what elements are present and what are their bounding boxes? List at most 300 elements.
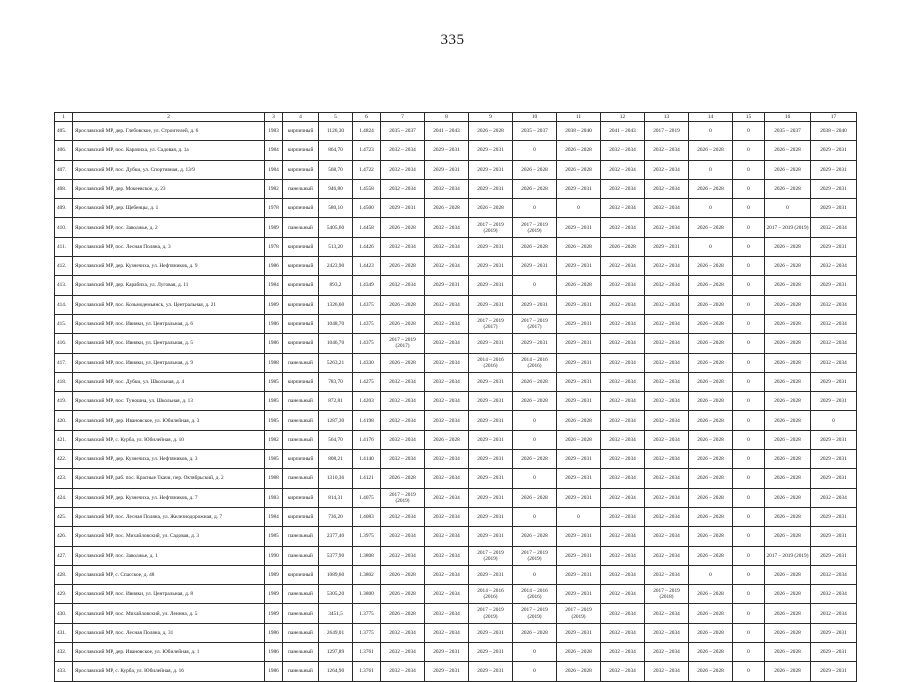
work-period-cell: 2026 – 2028 bbox=[689, 546, 733, 565]
work-period-cell: 2032 – 2034 bbox=[381, 546, 425, 565]
address-cell: Ярославский МР, пос. Ивняки, ул. Центральная, д. 6 bbox=[73, 314, 265, 333]
work-period-cell: 2026 – 2028 bbox=[557, 160, 601, 179]
area-cell: 513,20 bbox=[319, 237, 353, 256]
area-cell: 2377,40 bbox=[319, 527, 353, 546]
work-period-cell: 2032 – 2034 bbox=[645, 295, 689, 314]
work-period-cell: 2032 – 2034 bbox=[645, 257, 689, 276]
work-period-cell: 2029 – 2031 bbox=[557, 295, 601, 314]
address-cell: Ярославский МР, пос. Карачиха, ул. Садовая, д. 1а bbox=[73, 141, 265, 160]
work-period-cell: 2017 – 2019 (2019) bbox=[513, 604, 557, 623]
index-cell: 1.4723 bbox=[353, 141, 381, 160]
work-period-cell: 0 bbox=[733, 527, 765, 546]
work-period-cell: 0 bbox=[513, 565, 557, 584]
index-cell: 1.4176 bbox=[353, 430, 381, 449]
work-period-cell: 2029 – 2031 bbox=[469, 392, 513, 411]
work-period-cell: 2029 – 2031 bbox=[811, 469, 857, 488]
work-period-cell: 2032 – 2034 bbox=[425, 372, 469, 391]
work-period-cell: 0 bbox=[733, 411, 765, 430]
work-period-cell: 2029 – 2031 bbox=[469, 450, 513, 469]
wall-material-cell: панельный bbox=[283, 411, 319, 430]
work-period-cell: 2032 – 2034 bbox=[381, 643, 425, 662]
work-period-cell: 0 bbox=[733, 218, 765, 237]
work-period-cell: 0 bbox=[557, 199, 601, 218]
work-period-cell: 2026 – 2028 bbox=[557, 237, 601, 256]
work-period-cell: 2032 – 2034 bbox=[601, 314, 645, 333]
work-period-cell: 0 bbox=[733, 122, 765, 141]
work-period-cell: 2032 – 2034 bbox=[601, 604, 645, 623]
table-row bbox=[55, 565, 857, 584]
row-number: 423. bbox=[55, 469, 73, 488]
year-cell: 1986 bbox=[265, 662, 283, 681]
address-cell: Ярославский МР, дер. Карабиха, ул. Луговая, д. 11 bbox=[73, 276, 265, 295]
work-period-cell: 2026 – 2028 bbox=[765, 141, 811, 160]
year-cell: 1986 bbox=[265, 314, 283, 333]
work-period-cell: 2029 – 2031 bbox=[469, 430, 513, 449]
work-period-cell: 2029 – 2031 bbox=[557, 546, 601, 565]
work-period-cell: 2014 – 2016 (2016) bbox=[469, 353, 513, 372]
work-period-cell: 2026 – 2028 bbox=[765, 257, 811, 276]
work-period-cell: 2032 – 2034 bbox=[811, 353, 857, 372]
work-period-cell: 2026 – 2028 bbox=[513, 237, 557, 256]
work-period-cell: 2032 – 2034 bbox=[645, 392, 689, 411]
table-row bbox=[55, 411, 857, 430]
work-period-cell: 2026 – 2028 bbox=[425, 199, 469, 218]
work-period-cell: 2029 – 2031 bbox=[469, 469, 513, 488]
work-period-cell: 0 bbox=[733, 237, 765, 256]
work-period-cell: 2032 – 2034 bbox=[601, 450, 645, 469]
address-cell: Ярославский МР, пос. Ивняки, ул. Центральная, д. 9 bbox=[73, 353, 265, 372]
wall-material-cell: кирпичный bbox=[283, 565, 319, 584]
table-row bbox=[55, 392, 857, 411]
work-period-cell: 2032 – 2034 bbox=[645, 218, 689, 237]
wall-material-cell: кирпичный bbox=[283, 450, 319, 469]
work-period-cell: 2026 – 2028 bbox=[765, 179, 811, 198]
work-period-cell: 2026 – 2028 bbox=[513, 527, 557, 546]
work-period-cell: 2029 – 2031 bbox=[469, 276, 513, 295]
work-period-cell: 2032 – 2034 bbox=[381, 450, 425, 469]
work-period-cell: 2032 – 2034 bbox=[381, 623, 425, 642]
area-cell: 946,80 bbox=[319, 179, 353, 198]
address-cell: Ярославский МР, дер. Ивановское, ул. Юбилейная, д. 1 bbox=[73, 643, 265, 662]
work-period-cell: 2038 – 2040 bbox=[811, 122, 857, 141]
work-period-cell: 2026 – 2028 bbox=[557, 662, 601, 681]
work-period-cell: 2032 – 2034 bbox=[425, 585, 469, 604]
work-period-cell: 2026 – 2028 bbox=[689, 450, 733, 469]
work-period-cell: 2014 – 2016 (2016) bbox=[513, 353, 557, 372]
wall-material-cell: панельный bbox=[283, 662, 319, 681]
work-period-cell: 2017 – 2019 (2019) bbox=[469, 604, 513, 623]
work-period-cell: 2032 – 2034 bbox=[645, 565, 689, 584]
address-cell: Ярославский МР, пос. Михайловский, ул. Ленина, д. 5 bbox=[73, 604, 265, 623]
work-period-cell: 2026 – 2028 bbox=[765, 623, 811, 642]
work-period-cell: 2026 – 2028 bbox=[689, 411, 733, 430]
work-period-cell: 2032 – 2034 bbox=[381, 411, 425, 430]
work-period-cell: 0 bbox=[765, 199, 811, 218]
row-number: 420. bbox=[55, 411, 73, 430]
area-cell: 1126,30 bbox=[319, 122, 353, 141]
work-period-cell: 2029 – 2031 bbox=[469, 372, 513, 391]
work-period-cell: 2029 – 2031 bbox=[469, 411, 513, 430]
wall-material-cell: кирпичный bbox=[283, 122, 319, 141]
index-cell: 1.4198 bbox=[353, 411, 381, 430]
work-period-cell: 2032 – 2034 bbox=[645, 411, 689, 430]
work-period-cell: 2026 – 2028 bbox=[689, 643, 733, 662]
year-cell: 1986 bbox=[265, 257, 283, 276]
index-cell: 1.3761 bbox=[353, 662, 381, 681]
area-cell: 568,70 bbox=[319, 160, 353, 179]
work-period-cell: 2026 – 2028 bbox=[765, 450, 811, 469]
area-cell: 1048,70 bbox=[319, 314, 353, 333]
work-period-cell: 2026 – 2028 bbox=[765, 392, 811, 411]
year-cell: 1988 bbox=[265, 469, 283, 488]
column-number: 3 bbox=[265, 113, 283, 122]
work-period-cell: 2032 – 2034 bbox=[645, 353, 689, 372]
work-period-cell: 2029 – 2031 bbox=[557, 179, 601, 198]
table-row bbox=[55, 122, 857, 141]
index-cell: 1.3775 bbox=[353, 623, 381, 642]
wall-material-cell: панельный bbox=[283, 353, 319, 372]
year-cell: 1990 bbox=[265, 546, 283, 565]
address-cell: Ярославский МР, пос. Дубки, ул. Спортивная, д. 13/9 bbox=[73, 160, 265, 179]
work-period-cell: 2032 – 2034 bbox=[645, 430, 689, 449]
work-period-cell: 2026 – 2028 bbox=[469, 199, 513, 218]
work-period-cell: 2026 – 2028 bbox=[765, 430, 811, 449]
wall-material-cell: кирпичный bbox=[283, 141, 319, 160]
work-period-cell: 2026 – 2028 bbox=[557, 430, 601, 449]
row-number: 408. bbox=[55, 179, 73, 198]
address-cell: Ярославский МР, пос. Михайловский, ул. Садовая, д. 3 bbox=[73, 527, 265, 546]
work-period-cell: 0 bbox=[513, 643, 557, 662]
work-period-cell: 2026 – 2028 bbox=[765, 662, 811, 681]
work-period-cell: 2032 – 2034 bbox=[645, 623, 689, 642]
table-row bbox=[55, 527, 857, 546]
address-cell: Ярославский МР, раб. пос. Красные Ткачи, пер. Октябрьский, д. 2 bbox=[73, 469, 265, 488]
wall-material-cell: панельный bbox=[283, 430, 319, 449]
work-period-cell: 2032 – 2034 bbox=[381, 237, 425, 256]
work-period-cell: 2032 – 2034 bbox=[601, 179, 645, 198]
area-cell: 736,20 bbox=[319, 507, 353, 526]
index-cell: 1.4375 bbox=[353, 334, 381, 353]
table-row bbox=[55, 257, 857, 276]
work-period-cell: 2029 – 2031 bbox=[811, 430, 857, 449]
work-period-cell: 2032 – 2034 bbox=[811, 218, 857, 237]
column-number: 9 bbox=[469, 113, 513, 122]
address-cell: Ярославский МР, пос. Ивняки, ул. Центральная, д. 5 bbox=[73, 334, 265, 353]
work-period-cell: 2032 – 2034 bbox=[645, 372, 689, 391]
column-number-row bbox=[55, 113, 857, 122]
wall-material-cell: кирпичный bbox=[283, 295, 319, 314]
work-period-cell: 0 bbox=[733, 257, 765, 276]
work-period-cell: 2029 – 2031 bbox=[469, 295, 513, 314]
work-period-cell: 2032 – 2034 bbox=[601, 276, 645, 295]
work-period-cell: 2032 – 2034 bbox=[425, 218, 469, 237]
work-period-cell: 2032 – 2034 bbox=[381, 160, 425, 179]
work-period-cell: 2026 – 2028 bbox=[689, 507, 733, 526]
table-row bbox=[55, 546, 857, 565]
index-cell: 1.4426 bbox=[353, 237, 381, 256]
column-number: 14 bbox=[689, 113, 733, 122]
year-cell: 1989 bbox=[265, 295, 283, 314]
work-period-cell: 2032 – 2034 bbox=[601, 295, 645, 314]
work-period-cell: 2026 – 2028 bbox=[557, 643, 601, 662]
work-period-cell: 2032 – 2034 bbox=[601, 546, 645, 565]
wall-material-cell: кирпичный bbox=[283, 334, 319, 353]
work-period-cell: 2026 – 2028 bbox=[689, 604, 733, 623]
work-period-cell: 2026 – 2028 bbox=[381, 565, 425, 584]
work-period-cell: 2032 – 2034 bbox=[601, 623, 645, 642]
work-period-cell: 2032 – 2034 bbox=[811, 334, 857, 353]
index-cell: 1.3800 bbox=[353, 585, 381, 604]
work-period-cell: 2029 – 2031 bbox=[811, 237, 857, 256]
table-row bbox=[55, 450, 857, 469]
address-cell: Ярославский МР, с. Спасское, д. 48 bbox=[73, 565, 265, 584]
work-period-cell: 0 bbox=[557, 507, 601, 526]
work-period-cell: 2017 – 2019 (2017) bbox=[513, 314, 557, 333]
work-period-cell: 2026 – 2028 bbox=[513, 488, 557, 507]
work-period-cell: 2029 – 2031 bbox=[811, 179, 857, 198]
work-period-cell: 2029 – 2031 bbox=[469, 623, 513, 642]
work-period-cell: 2032 – 2034 bbox=[645, 179, 689, 198]
work-period-cell: 2026 – 2028 bbox=[765, 411, 811, 430]
table-row bbox=[55, 141, 857, 160]
work-period-cell: 2026 – 2028 bbox=[513, 179, 557, 198]
work-period-cell: 2026 – 2028 bbox=[765, 507, 811, 526]
work-period-cell: 0 bbox=[733, 334, 765, 353]
index-cell: 1.4203 bbox=[353, 392, 381, 411]
work-period-cell: 2026 – 2028 bbox=[765, 372, 811, 391]
work-period-cell: 2017 – 2019 (2019) bbox=[469, 218, 513, 237]
year-cell: 1985 bbox=[265, 527, 283, 546]
work-period-cell: 2032 – 2034 bbox=[645, 314, 689, 333]
work-period-cell: 0 bbox=[733, 199, 765, 218]
work-period-cell: 2029 – 2031 bbox=[557, 314, 601, 333]
work-period-cell: 2026 – 2028 bbox=[469, 122, 513, 141]
column-number: 7 bbox=[381, 113, 425, 122]
row-number: 427. bbox=[55, 546, 73, 565]
index-cell: 1.3802 bbox=[353, 565, 381, 584]
work-period-cell: 2032 – 2034 bbox=[601, 392, 645, 411]
year-cell: 1984 bbox=[265, 141, 283, 160]
work-period-cell: 2026 – 2028 bbox=[689, 623, 733, 642]
table-row bbox=[55, 276, 857, 295]
year-cell: 1984 bbox=[265, 160, 283, 179]
wall-material-cell: кирпичный bbox=[283, 276, 319, 295]
work-period-cell: 0 bbox=[513, 276, 557, 295]
area-cell: 2423,90 bbox=[319, 257, 353, 276]
work-period-cell: 2029 – 2031 bbox=[811, 450, 857, 469]
area-cell: 1287,30 bbox=[319, 411, 353, 430]
column-number: 8 bbox=[425, 113, 469, 122]
work-period-cell: 2029 – 2031 bbox=[513, 257, 557, 276]
work-period-cell: 2026 – 2028 bbox=[765, 585, 811, 604]
work-period-cell: 0 bbox=[733, 565, 765, 584]
work-period-cell: 0 bbox=[733, 160, 765, 179]
table-row bbox=[55, 314, 857, 333]
work-period-cell: 2032 – 2034 bbox=[601, 160, 645, 179]
work-period-cell: 0 bbox=[513, 141, 557, 160]
table-row bbox=[55, 488, 857, 507]
column-number: 12 bbox=[601, 113, 645, 122]
work-period-cell: 2026 – 2028 bbox=[601, 237, 645, 256]
row-number: 413. bbox=[55, 276, 73, 295]
index-cell: 1.4375 bbox=[353, 295, 381, 314]
work-period-cell: 2026 – 2028 bbox=[557, 411, 601, 430]
work-period-cell: 2032 – 2034 bbox=[601, 334, 645, 353]
year-cell: 1986 bbox=[265, 334, 283, 353]
work-period-cell: 2032 – 2034 bbox=[381, 662, 425, 681]
work-period-cell: 2032 – 2034 bbox=[601, 372, 645, 391]
work-period-cell: 2032 – 2034 bbox=[645, 141, 689, 160]
table-row bbox=[55, 469, 857, 488]
column-number: 10 bbox=[513, 113, 557, 122]
work-period-cell: 2029 – 2031 bbox=[381, 199, 425, 218]
column-number: 1 bbox=[55, 113, 73, 122]
work-period-cell: 2032 – 2034 bbox=[645, 199, 689, 218]
row-number: 419. bbox=[55, 392, 73, 411]
work-period-cell: 2029 – 2031 bbox=[469, 237, 513, 256]
work-period-cell: 2026 – 2028 bbox=[513, 450, 557, 469]
wall-material-cell: панельный bbox=[283, 218, 319, 237]
work-period-cell: 2029 – 2031 bbox=[425, 643, 469, 662]
work-period-cell: 2029 – 2031 bbox=[811, 141, 857, 160]
work-period-cell: 2029 – 2031 bbox=[557, 450, 601, 469]
column-number: 5 bbox=[319, 113, 353, 122]
work-period-cell: 2032 – 2034 bbox=[811, 604, 857, 623]
wall-material-cell: кирпичный bbox=[283, 257, 319, 276]
area-cell: 580,10 bbox=[319, 199, 353, 218]
address-cell: Ярославский МР, пос. Туношна, ул. Школьная, д. 13 bbox=[73, 392, 265, 411]
work-period-cell: 2032 – 2034 bbox=[601, 507, 645, 526]
work-period-cell: 2017 – 2019 (2017) bbox=[469, 314, 513, 333]
work-period-cell: 2026 – 2028 bbox=[689, 372, 733, 391]
table-row bbox=[55, 662, 857, 681]
work-period-cell: 2029 – 2031 bbox=[811, 527, 857, 546]
work-period-cell: 2029 – 2031 bbox=[469, 507, 513, 526]
work-period-cell: 2026 – 2028 bbox=[765, 276, 811, 295]
work-period-cell: 2032 – 2034 bbox=[601, 199, 645, 218]
work-period-cell: 2029 – 2031 bbox=[557, 623, 601, 642]
work-period-cell: 2032 – 2034 bbox=[645, 507, 689, 526]
work-period-cell: 2029 – 2031 bbox=[557, 257, 601, 276]
wall-material-cell: кирпичный bbox=[283, 199, 319, 218]
area-cell: 5263,21 bbox=[319, 353, 353, 372]
work-period-cell: 0 bbox=[513, 507, 557, 526]
work-period-cell: 2029 – 2031 bbox=[811, 199, 857, 218]
work-period-cell: 2032 – 2034 bbox=[645, 450, 689, 469]
wall-material-cell: кирпичный bbox=[283, 507, 319, 526]
work-period-cell: 2032 – 2034 bbox=[601, 430, 645, 449]
column-number: 11 bbox=[557, 113, 601, 122]
work-period-cell: 2032 – 2034 bbox=[425, 314, 469, 333]
year-cell: 1985 bbox=[265, 392, 283, 411]
year-cell: 1989 bbox=[265, 585, 283, 604]
work-period-cell: 0 bbox=[689, 160, 733, 179]
work-period-cell: 2032 – 2034 bbox=[425, 546, 469, 565]
work-period-cell: 2029 – 2031 bbox=[469, 488, 513, 507]
work-period-cell: 2017 – 2019 (2017) bbox=[381, 334, 425, 353]
work-period-cell: 2032 – 2034 bbox=[811, 295, 857, 314]
year-cell: 1978 bbox=[265, 199, 283, 218]
work-period-cell: 2032 – 2034 bbox=[601, 411, 645, 430]
index-cell: 1.3761 bbox=[353, 643, 381, 662]
year-cell: 1986 bbox=[265, 623, 283, 642]
year-cell: 1978 bbox=[265, 237, 283, 256]
work-period-cell: 0 bbox=[513, 411, 557, 430]
work-period-cell: 2032 – 2034 bbox=[645, 488, 689, 507]
column-number: 13 bbox=[645, 113, 689, 122]
work-period-cell: 2026 – 2028 bbox=[513, 392, 557, 411]
work-period-cell: 2032 – 2034 bbox=[381, 392, 425, 411]
row-number: 429. bbox=[55, 585, 73, 604]
work-period-cell: 2026 – 2028 bbox=[689, 662, 733, 681]
area-cell: 5377,90 bbox=[319, 546, 353, 565]
work-period-cell: 2032 – 2034 bbox=[425, 237, 469, 256]
work-period-cell: 2029 – 2031 bbox=[811, 643, 857, 662]
work-period-cell: 2032 – 2034 bbox=[381, 430, 425, 449]
row-number: 414. bbox=[55, 295, 73, 314]
work-period-cell: 2032 – 2034 bbox=[601, 488, 645, 507]
wall-material-cell: панельный bbox=[283, 392, 319, 411]
work-period-cell: 2014 – 2016 (2016) bbox=[513, 585, 557, 604]
work-period-cell: 0 bbox=[689, 565, 733, 584]
work-period-cell: 2026 – 2028 bbox=[765, 160, 811, 179]
work-period-cell: 2029 – 2031 bbox=[557, 585, 601, 604]
work-period-cell: 0 bbox=[689, 122, 733, 141]
row-number: 409. bbox=[55, 199, 73, 218]
work-period-cell: 2029 – 2031 bbox=[811, 372, 857, 391]
work-period-cell: 2026 – 2028 bbox=[689, 314, 733, 333]
work-period-cell: 2032 – 2034 bbox=[381, 179, 425, 198]
area-cell: 872,81 bbox=[319, 392, 353, 411]
work-period-cell: 0 bbox=[733, 314, 765, 333]
work-period-cell: 2032 – 2034 bbox=[601, 662, 645, 681]
area-cell: 808,21 bbox=[319, 450, 353, 469]
address-cell: Ярославский МР, пос. Лесная Поляна, ул. Железнодорожная, д. 7 bbox=[73, 507, 265, 526]
work-period-cell: 2026 – 2028 bbox=[381, 353, 425, 372]
work-period-cell: 2017 – 2019 (2019) bbox=[469, 546, 513, 565]
area-cell: 783,70 bbox=[319, 372, 353, 391]
year-cell: 1985 bbox=[265, 450, 283, 469]
row-number: 431. bbox=[55, 623, 73, 642]
work-period-cell: 2029 – 2031 bbox=[425, 141, 469, 160]
work-period-cell: 2017 – 2019 (2019) bbox=[557, 604, 601, 623]
index-cell: 1.4375 bbox=[353, 314, 381, 333]
work-period-cell: 0 bbox=[733, 141, 765, 160]
address-cell: Ярославский МР, пос. Лесная Поляна, д. 31 bbox=[73, 623, 265, 642]
work-period-cell: 2029 – 2031 bbox=[469, 565, 513, 584]
table-row bbox=[55, 218, 857, 237]
index-cell: 1.4121 bbox=[353, 469, 381, 488]
work-period-cell: 2026 – 2028 bbox=[765, 527, 811, 546]
work-period-cell: 2032 – 2034 bbox=[425, 469, 469, 488]
work-period-cell: 2029 – 2031 bbox=[557, 334, 601, 353]
work-period-cell: 2026 – 2028 bbox=[689, 257, 733, 276]
work-period-cell: 2026 – 2028 bbox=[689, 276, 733, 295]
work-period-cell: 2029 – 2031 bbox=[469, 643, 513, 662]
area-cell: 564,70 bbox=[319, 430, 353, 449]
address-cell: Ярославский МР, пос. Ивняки, ул. Центральная, д. 8 bbox=[73, 585, 265, 604]
work-period-cell: 2026 – 2028 bbox=[689, 218, 733, 237]
wall-material-cell: кирпичный bbox=[283, 237, 319, 256]
area-cell: 5305,20 bbox=[319, 585, 353, 604]
year-cell: 1986 bbox=[265, 643, 283, 662]
row-number: 407. bbox=[55, 160, 73, 179]
work-period-cell: 2032 – 2034 bbox=[425, 334, 469, 353]
work-period-cell: 2032 – 2034 bbox=[425, 257, 469, 276]
work-period-cell: 2026 – 2028 bbox=[513, 372, 557, 391]
year-cell: 1985 bbox=[265, 372, 283, 391]
table-body bbox=[55, 113, 857, 682]
